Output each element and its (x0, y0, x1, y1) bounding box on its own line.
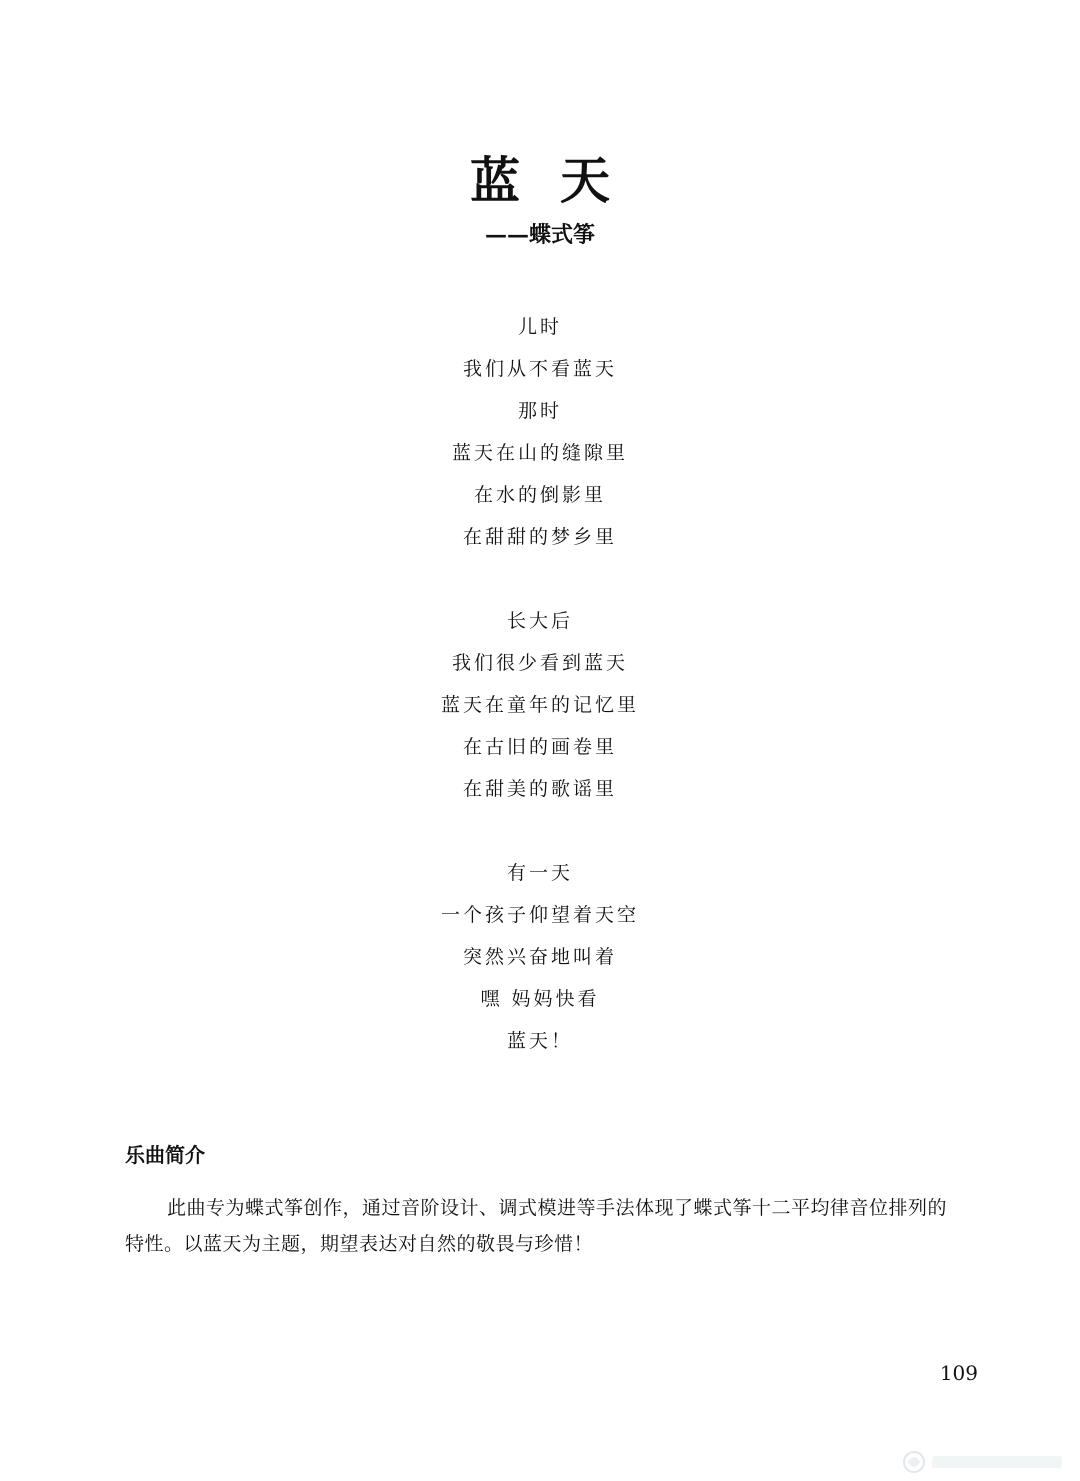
poem-line: 一个孩子仰望着天空 (440, 904, 639, 926)
poem-line: 在甜美的歌谣里 (462, 778, 617, 800)
poem-line: 有一天 (506, 862, 573, 884)
poem-line: 突然兴奋地叫着 (462, 946, 617, 968)
stanza-1 (0, 306, 1080, 558)
poem-line: 蓝天在山的缝隙里 (451, 442, 628, 464)
intro-paragraph: 此曲专为蝶式筝创作，通过音阶设计、调式模进等手法体现了蝶式筝十二平均律音位排列的特性。以蓝天为主题，期望表达对自然的敬畏与珍惜！ (125, 1197, 948, 1255)
poem-line: 儿时 (517, 316, 562, 338)
page-number: 109 (939, 1361, 978, 1385)
poem-line: 嘿 妈妈快看 (480, 988, 600, 1010)
intro-heading: 乐曲简介 (125, 1143, 205, 1167)
poem-body (0, 306, 1080, 1104)
stanza-3 (0, 852, 1080, 1062)
poem-line: 我们很少看到蓝天 (451, 652, 628, 674)
watermark-logo-icon (900, 1448, 1070, 1476)
poem-title: 蓝天 (470, 151, 650, 210)
stanza-2 (0, 600, 1080, 810)
poem-line: 那时 (517, 400, 562, 422)
poem-subtitle: ——蝶式筝 (484, 222, 595, 248)
poem-line: 在甜甜的梦乡里 (462, 526, 617, 548)
poem-line: 在水的倒影里 (473, 484, 606, 506)
poem-line: 蓝天！ (506, 1030, 573, 1052)
poem-line: 长大后 (506, 610, 573, 632)
poem-line: 在古旧的画卷里 (462, 736, 617, 758)
poem-line: 我们从不看蓝天 (462, 358, 617, 380)
poem-line: 蓝天在童年的记忆里 (440, 694, 639, 716)
